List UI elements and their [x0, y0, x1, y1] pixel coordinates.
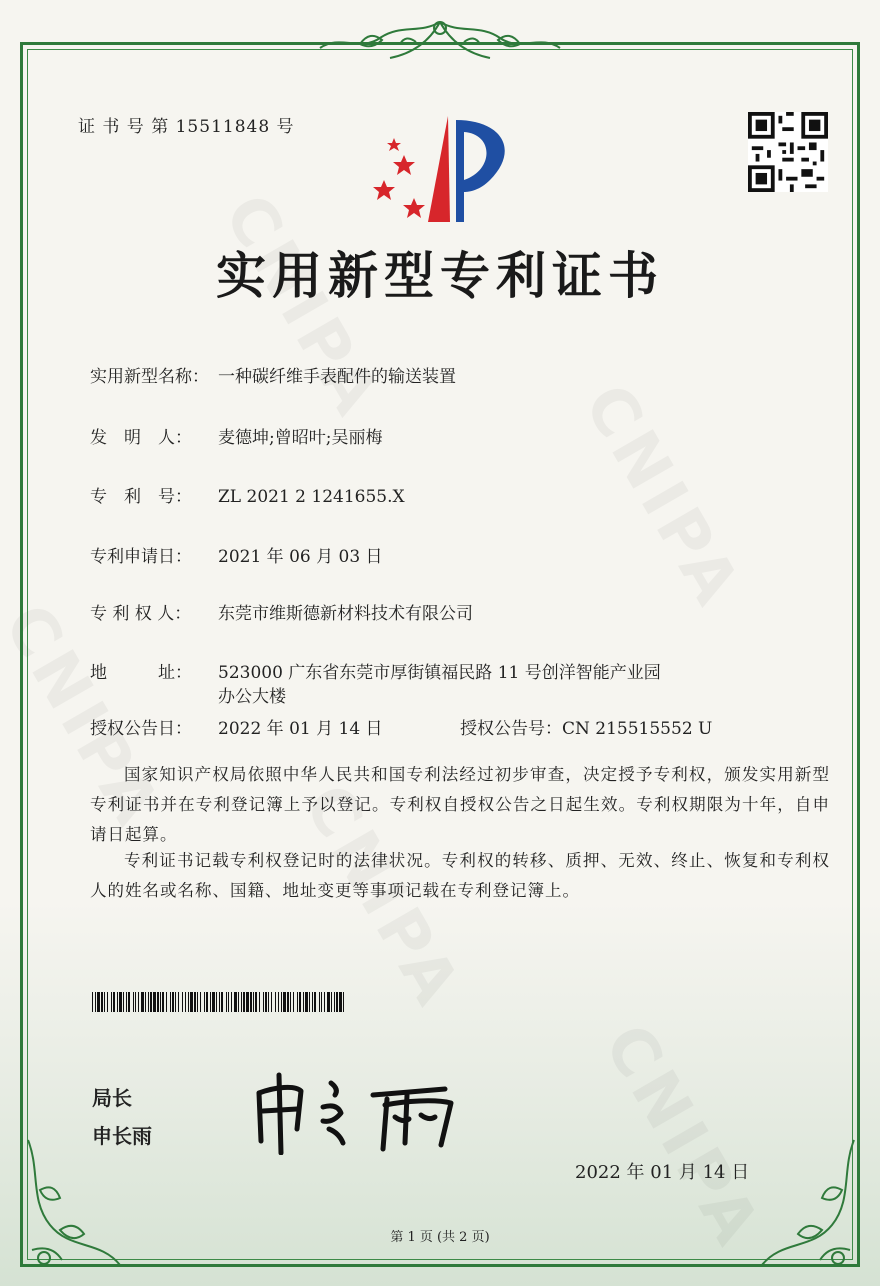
- field-address: [90, 658, 661, 683]
- field-value: 2022 年 01 月 14 日: [218, 719, 383, 739]
- field-label: 专 利 号：: [90, 487, 192, 507]
- field-value: 523000 广东省东莞市厚街镇福民路 11 号创洋智能产业园: [218, 663, 661, 683]
- field-address-line2: 办公大楼: [218, 687, 286, 707]
- certificate-number: 证 书 号 第 15511848 号: [78, 117, 295, 137]
- signer-title: 局长: [92, 1086, 132, 1110]
- field-label: 实用新型名称：: [90, 367, 209, 387]
- handwritten-signature: [245, 1065, 475, 1155]
- cnipa-logo-icon: [370, 110, 530, 230]
- qr-code-icon: [748, 112, 828, 192]
- field-label: 专 利 权 人：: [90, 604, 192, 624]
- bottom-left-ornament-icon: [20, 1130, 130, 1275]
- field-grant-number: [460, 714, 712, 739]
- field-label: 地 址：: [90, 663, 192, 683]
- body-paragraph: 国家知识产权局依照中华人民共和国专利法经过初步审查，决定授予专利权，颁发实用新型专利证书并在专利登记簿上予以登记。专利权自授权公告之日起生效。专利权期限为十年，自申请日起算。: [90, 765, 830, 844]
- field-utility-model-name: [90, 362, 456, 387]
- field-patent-number: [90, 482, 405, 507]
- page-footer: 第 1 页 (共 2 页): [390, 1230, 490, 1245]
- body-paragraph: 专利证书记载专利权登记时的法律状况。专利权的转移、质押、无效、终止、恢复和专利权人的姓名或名称、国籍、地址变更等事项记载在专利登记簿上。: [90, 851, 830, 900]
- bottom-right-ornament-icon: [752, 1130, 862, 1275]
- field-patent-holder: [90, 599, 473, 624]
- signer-name: 申长雨: [92, 1124, 152, 1148]
- field-value: 东莞市维斯德新材料技术有限公司: [218, 604, 473, 624]
- signature-date: 2022 年 01 月 14 日: [575, 1162, 750, 1183]
- field-value: 一种碳纤维手表配件的输送装置: [218, 367, 456, 387]
- field-application-date: [90, 542, 383, 567]
- field-value: 2021 年 06 月 03 日: [218, 547, 383, 567]
- barcode-icon: [92, 992, 344, 1012]
- field-value: ZL 2021 2 1241655.X: [218, 487, 405, 507]
- field-label: 授权公告号：: [460, 719, 562, 739]
- page-title: 实用新型专利证书: [216, 246, 664, 305]
- field-label: 专利申请日：: [90, 547, 192, 567]
- field-label: 授权公告日：: [90, 719, 192, 739]
- field-inventor: [90, 423, 382, 448]
- field-label: 发 明 人：: [90, 428, 192, 448]
- field-value: CN 215515552 U: [562, 719, 713, 739]
- top-ornament-icon: [300, 14, 580, 70]
- field-grant-date: [90, 714, 383, 739]
- field-value: 麦德坤;曾昭叶;吴丽梅: [218, 428, 383, 448]
